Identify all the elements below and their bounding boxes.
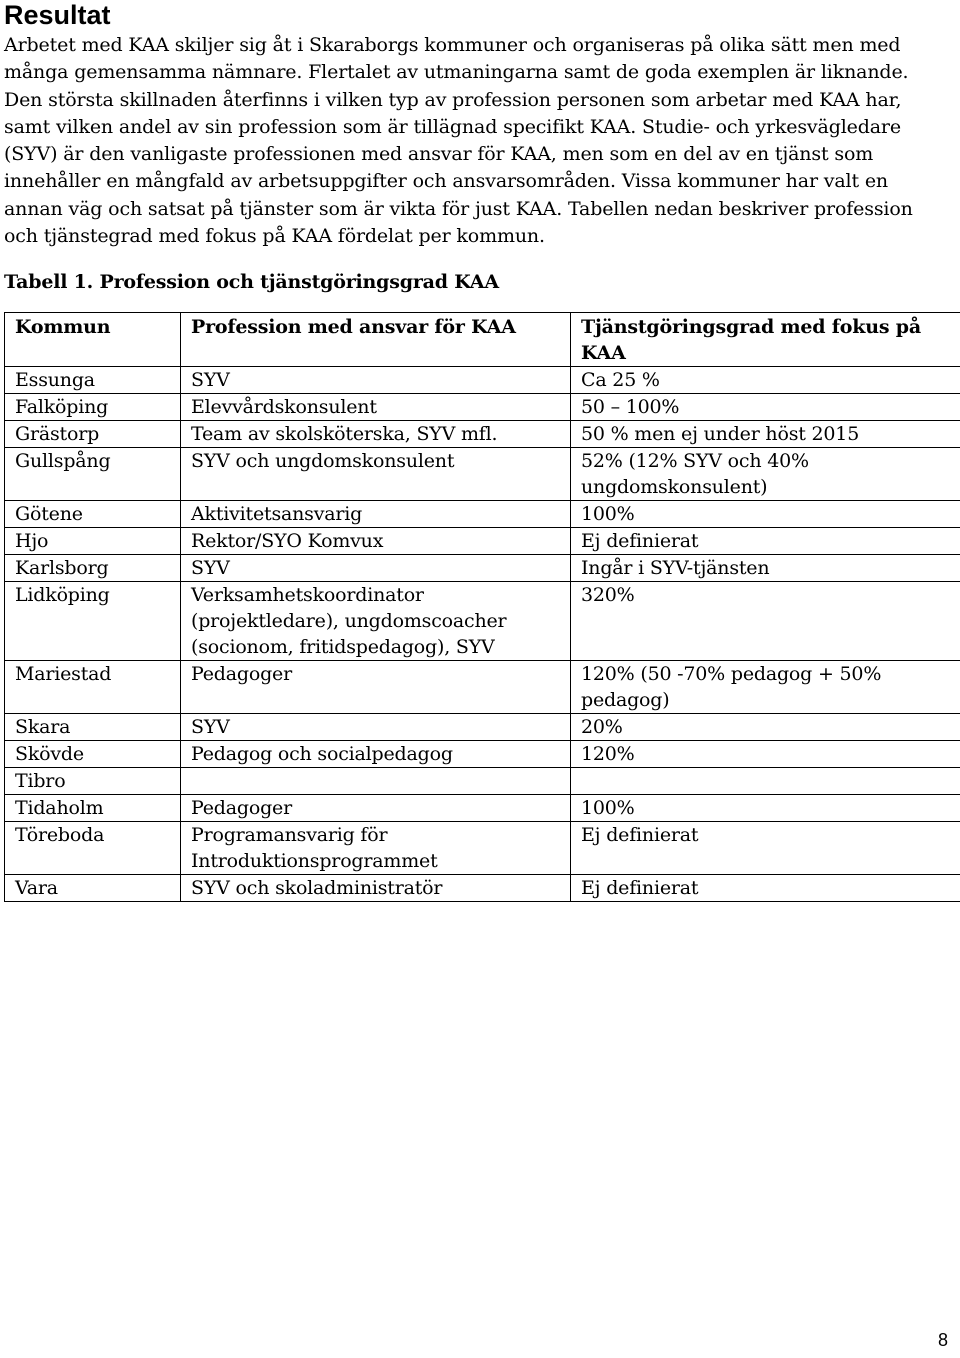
cell-profession: SYV och ungdomskonsulent [181,448,571,501]
paragraph-line: Arbetet med KAA skiljer sig åt i Skaraborgs kommuner och organiseras på olika sätt men med [4,34,901,56]
cell-grad: 50 – 100% [571,394,960,421]
cell-profession: Verksamhetskoordinator (projektledare), ungdomscoacher (socionom, fritidspedagog), SYV [181,582,571,661]
cell-kommun: Tidaholm [5,795,181,822]
cell-profession: SYV och skoladministratör [181,875,571,902]
header-kommun: Kommun [5,313,181,367]
cell-profession: Elevvårdskonsulent [181,394,571,421]
paragraph-line: många gemensamma nämnare. Flertalet av utmaningarna samt de goda exemplen är liknande. [4,61,909,84]
cell-kommun: Töreboda [5,822,181,875]
table-row [5,875,960,902]
cell-kommun: Grästorp [5,421,181,448]
cell-grad: 100% [571,795,960,822]
cell-grad: 20% [571,714,960,741]
table-row [5,394,960,421]
cell-kommun: Mariestad [5,661,181,714]
cell-kommun: Karlsborg [5,555,181,582]
paragraph-line: samt vilken andel av sin profession som är tillägnad specifikt KAA. Studie- och yrkesvägledare [4,115,901,138]
cell-kommun: Gullspång [5,448,181,501]
cell-kommun: Tibro [5,768,181,795]
cell-profession: Rektor/SYO Komvux [181,528,571,555]
table-row [5,741,960,768]
cell-grad: Ca 25 % [571,367,960,394]
cell-kommun: Skara [5,714,181,741]
cell-kommun: Vara [5,875,181,902]
header-profession: Profession med ansvar för KAA [181,313,571,367]
table-row [5,661,960,714]
table-row [5,582,960,661]
section-heading: Resultat [4,0,111,30]
paragraph-line: (SYV) är den vanligaste professionen med ansvar för KAA, men som en del av en tjänst som [4,143,874,166]
cell-profession: Pedagoger [181,661,571,714]
table-row [5,501,960,528]
paragraph-line: och tjänstegrad med fokus på KAA fördelat per kommun. [4,225,545,248]
table-row [5,768,960,795]
cell-grad: Ej definierat [571,528,960,555]
table-row [5,367,960,394]
intro-paragraph [4,32,954,250]
cell-grad: 320% [571,582,960,661]
cell-profession: Programansvarig för Introduktionsprogrammet [181,822,571,875]
cell-kommun: Hjo [5,528,181,555]
profession-table [4,312,960,902]
cell-grad: 50 % men ej under höst 2015 [571,421,960,448]
cell-grad: Ej definierat [571,875,960,902]
table-row [5,714,960,741]
cell-profession [181,768,571,795]
cell-kommun: Götene [5,501,181,528]
cell-grad [571,768,960,795]
cell-grad: 120% [571,741,960,768]
table-row [5,795,960,822]
cell-profession: Team av skolsköterska, SYV mfl. [181,421,571,448]
cell-kommun: Essunga [5,367,181,394]
table-row [5,421,960,448]
cell-profession: Pedagog och socialpedagog [181,741,571,768]
paragraph-line: innehåller en mångfald av arbetsuppgifter och ansvarsområden. Vissa kommuner har valt en [4,170,889,193]
cell-grad: Ingår i SYV-tjänsten [571,555,960,582]
table-caption: Tabell 1. Profession och tjänstgöringsgrad KAA [4,271,499,293]
cell-profession: Aktivitetsansvarig [181,501,571,528]
cell-kommun: Skövde [5,741,181,768]
table-row [5,528,960,555]
cell-profession: SYV [181,367,571,394]
cell-grad: 52% (12% SYV och 40% ungdomskonsulent) [571,448,960,501]
table-header-row [5,313,960,367]
cell-grad: Ej definierat [571,822,960,875]
table-row [5,822,960,875]
table-row [5,448,960,501]
cell-profession: SYV [181,714,571,741]
cell-profession: Pedagoger [181,795,571,822]
paragraph-line: annan väg och satsat på tjänster som är vikta för just KAA. Tabellen nedan beskriver profession [4,197,913,220]
header-tjanstgoringsgrad: Tjänstgöringsgrad med fokus på KAA [571,313,960,367]
cell-grad: 100% [571,501,960,528]
cell-kommun: Falköping [5,394,181,421]
page-number: 8 [938,1330,949,1350]
table-row [5,555,960,582]
cell-profession: SYV [181,555,571,582]
cell-grad: 120% (50 -70% pedagog + 50% pedagog) [571,661,960,714]
cell-kommun: Lidköping [5,582,181,661]
paragraph-line: Den största skillnaden återfinns i vilken typ av profession personen som arbetar med KAA har, [4,88,902,111]
